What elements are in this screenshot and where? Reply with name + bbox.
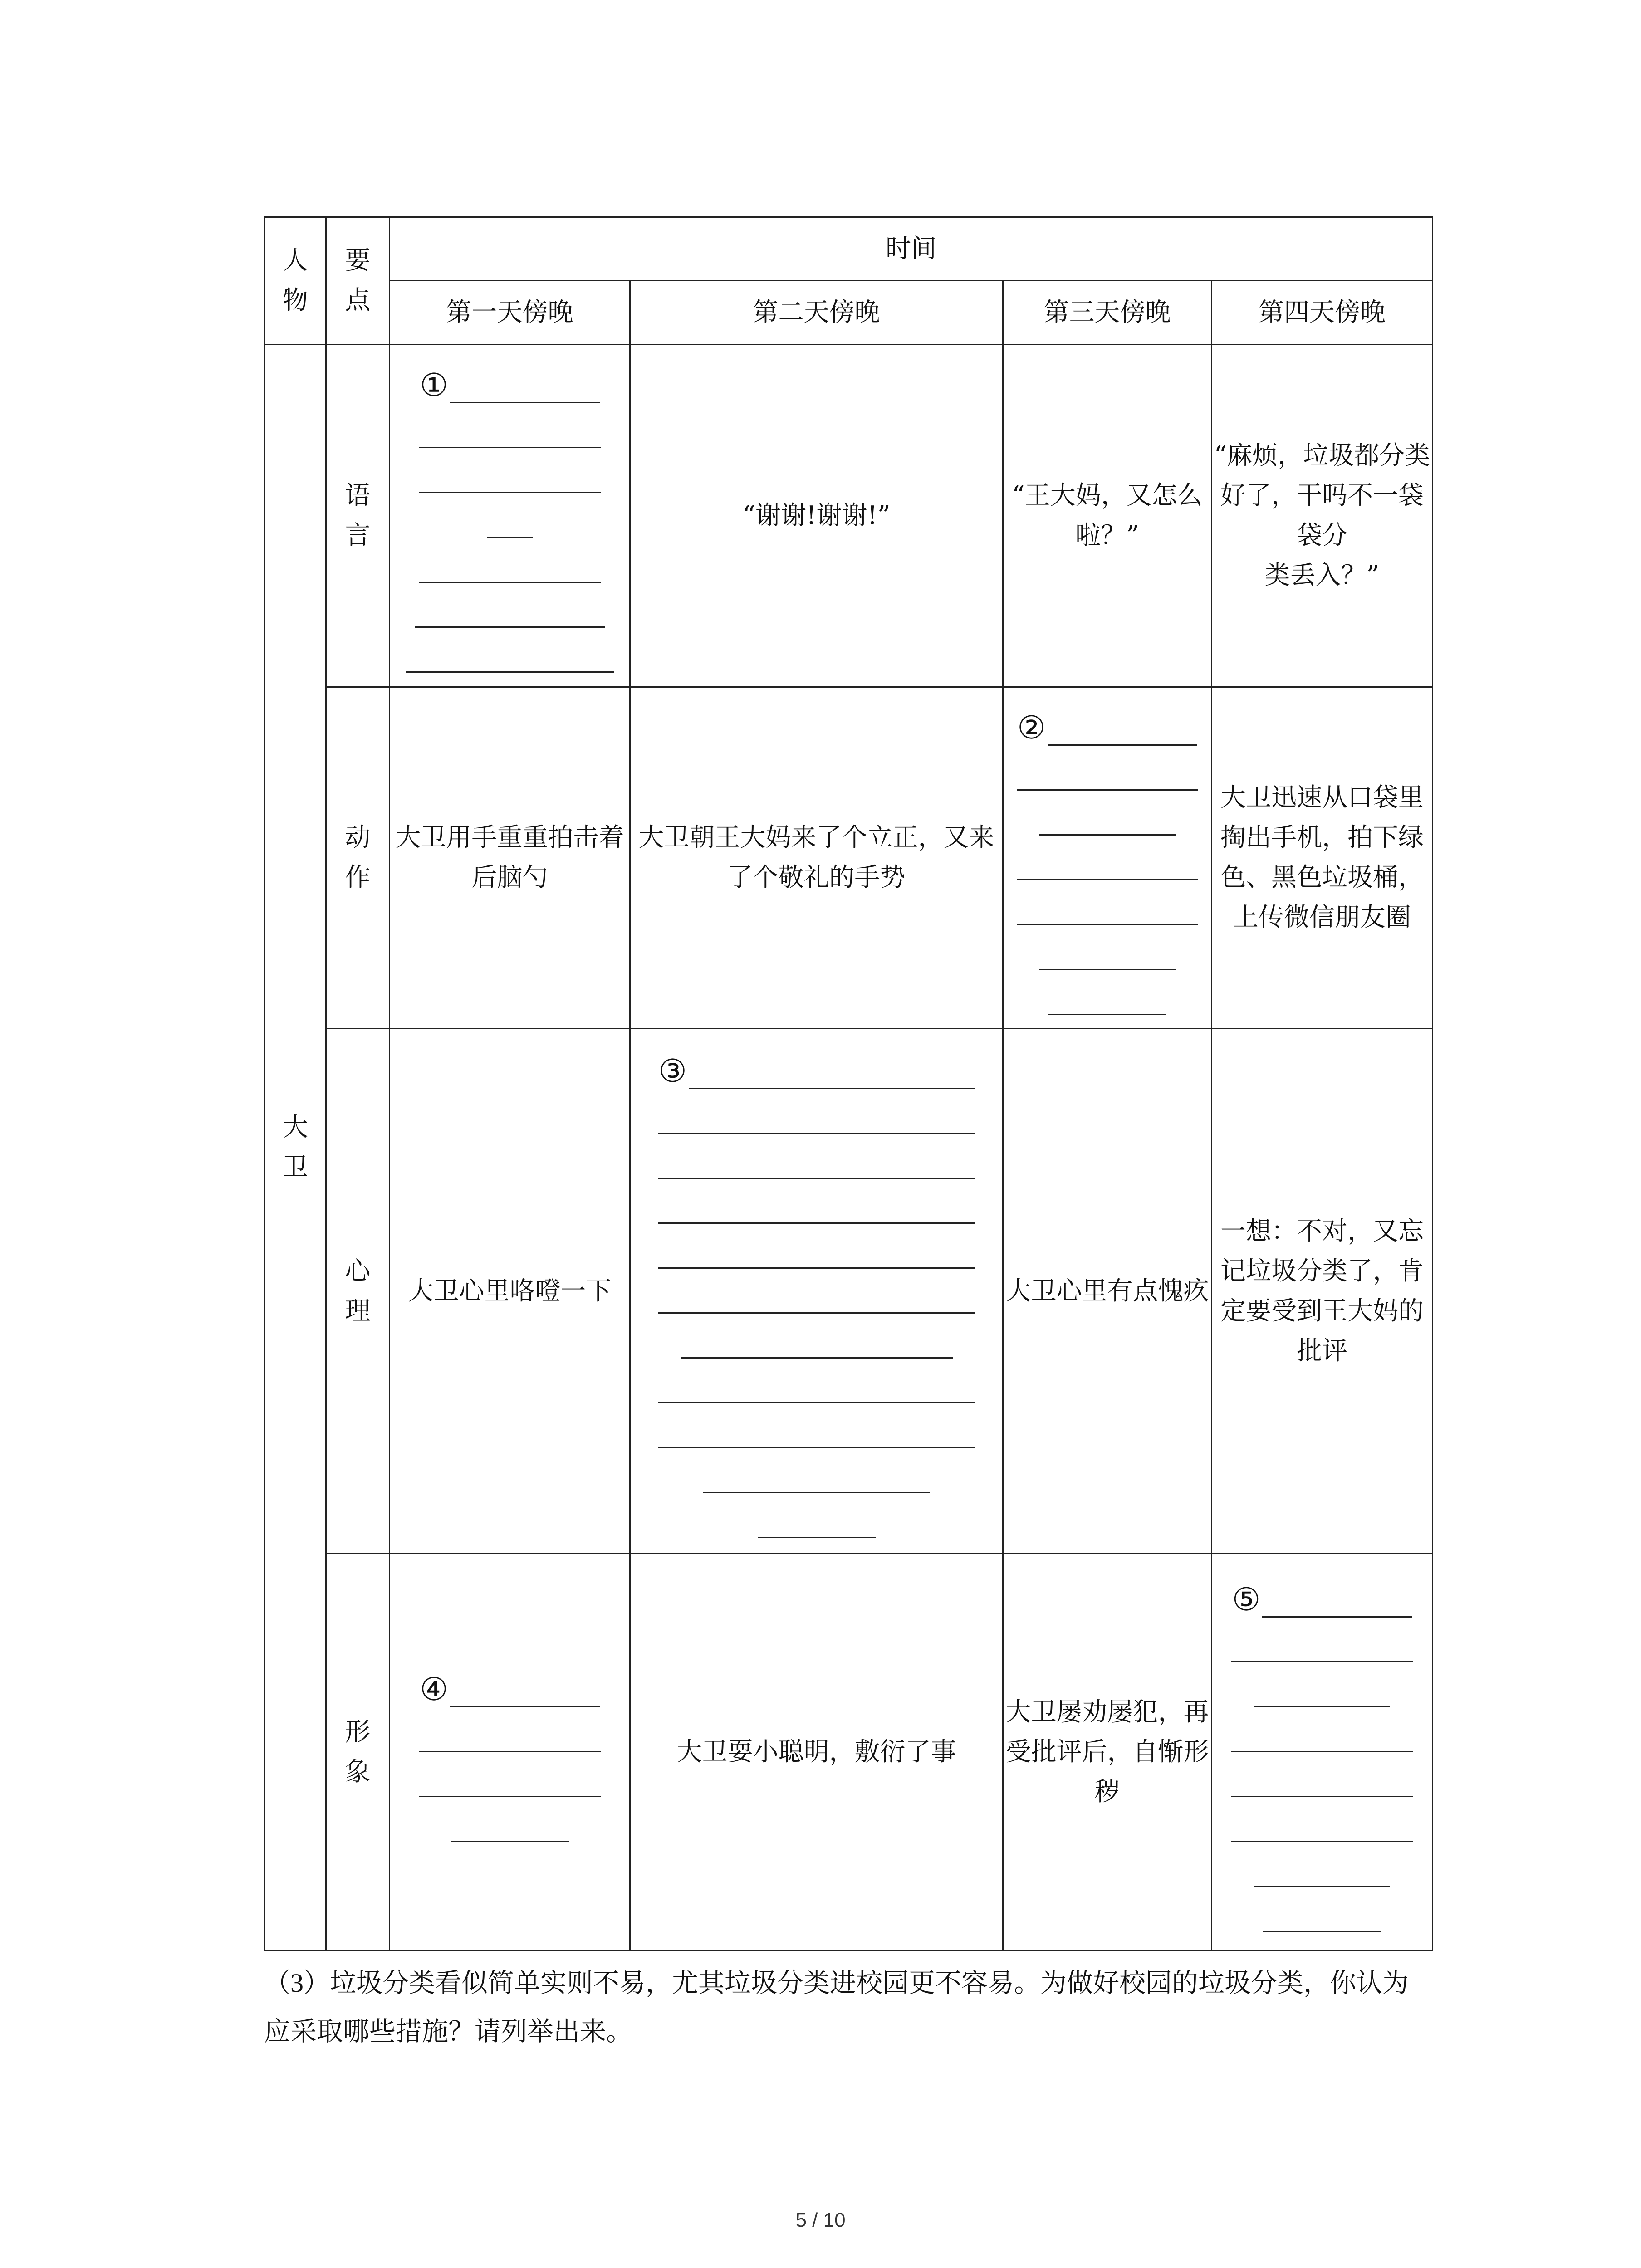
header-day-4: 第四天傍晚 — [1212, 281, 1433, 344]
question-text: 垃圾分类看似简单实则不易，尤其垃圾分类进校园更不容易。为做好校园的垃圾分类，你认为应采取哪些措施？请列举出来。 — [264, 1967, 1409, 2047]
blank-cell-5[interactable] — [1212, 1554, 1433, 1951]
header-time: 时间 — [390, 217, 1433, 281]
header-day-3: 第三天傍晚 — [1003, 281, 1212, 344]
blank-cell-4[interactable] — [390, 1554, 630, 1951]
cell-language-day-4: “麻烦，垃圾都分类好了，干吗不一袋袋分 类丢入？” — [1212, 344, 1433, 687]
analysis-table — [264, 216, 1433, 1951]
cell-language-day-3: “王大妈，又怎么啦？” — [1003, 344, 1212, 687]
row-label-psychology: 心理 — [326, 1029, 390, 1554]
blank-number-5: ⑤ — [1232, 1581, 1261, 1618]
page-number: 5 / 10 — [795, 2209, 846, 2231]
cell-psychology-day-4: 一想：不对，又忘记垃圾分类了，肯定要受到王大妈的批评 — [1212, 1029, 1433, 1554]
cell-psychology-day-1: 大卫心里咯噔一下 — [390, 1029, 630, 1554]
row-label-language: 语言 — [326, 344, 390, 687]
blank-cell-2[interactable] — [1003, 687, 1212, 1028]
cell-action-day-2: 大卫朝王大妈来了个立正，又来了个敬礼的手势 — [630, 687, 1003, 1028]
blank-number-2: ② — [1017, 709, 1046, 746]
blank-number-3: ③ — [658, 1052, 687, 1090]
blank-number-1: ① — [420, 367, 448, 404]
header-day-1: 第一天傍晚 — [390, 281, 630, 344]
blank-cell-3[interactable] — [630, 1029, 1003, 1554]
cell-action-day-4: 大卫迅速从口袋里掏出手机，拍下绿色、黑色垃圾桶，上传微信朋友圈 — [1212, 687, 1433, 1028]
cell-image-day-3: 大卫屡劝屡犯，再受批评后，自惭形秽 — [1003, 1554, 1212, 1951]
cell-psychology-day-3: 大卫心里有点愧疚 — [1003, 1029, 1212, 1554]
question-number: （3） — [264, 1968, 330, 1998]
row-label-action: 动作 — [326, 687, 390, 1028]
header-key-point: 要点 — [326, 217, 390, 345]
cell-image-day-2: 大卫耍小聪明，敷衍了事 — [630, 1554, 1003, 1951]
blank-cell-1[interactable] — [390, 344, 630, 687]
header-person: 人物 — [265, 217, 326, 345]
cell-language-day-2: “谢谢!谢谢!” — [630, 344, 1003, 687]
header-day-2: 第二天傍晚 — [630, 281, 1003, 344]
question-3 — [264, 1959, 1435, 2055]
row-label-image: 形象 — [326, 1554, 390, 1951]
cell-action-day-1: 大卫用手重重拍击着后脑勺 — [390, 687, 630, 1028]
blank-number-4: ④ — [420, 1671, 448, 1708]
person-name-cell: 大卫 — [265, 344, 326, 1951]
